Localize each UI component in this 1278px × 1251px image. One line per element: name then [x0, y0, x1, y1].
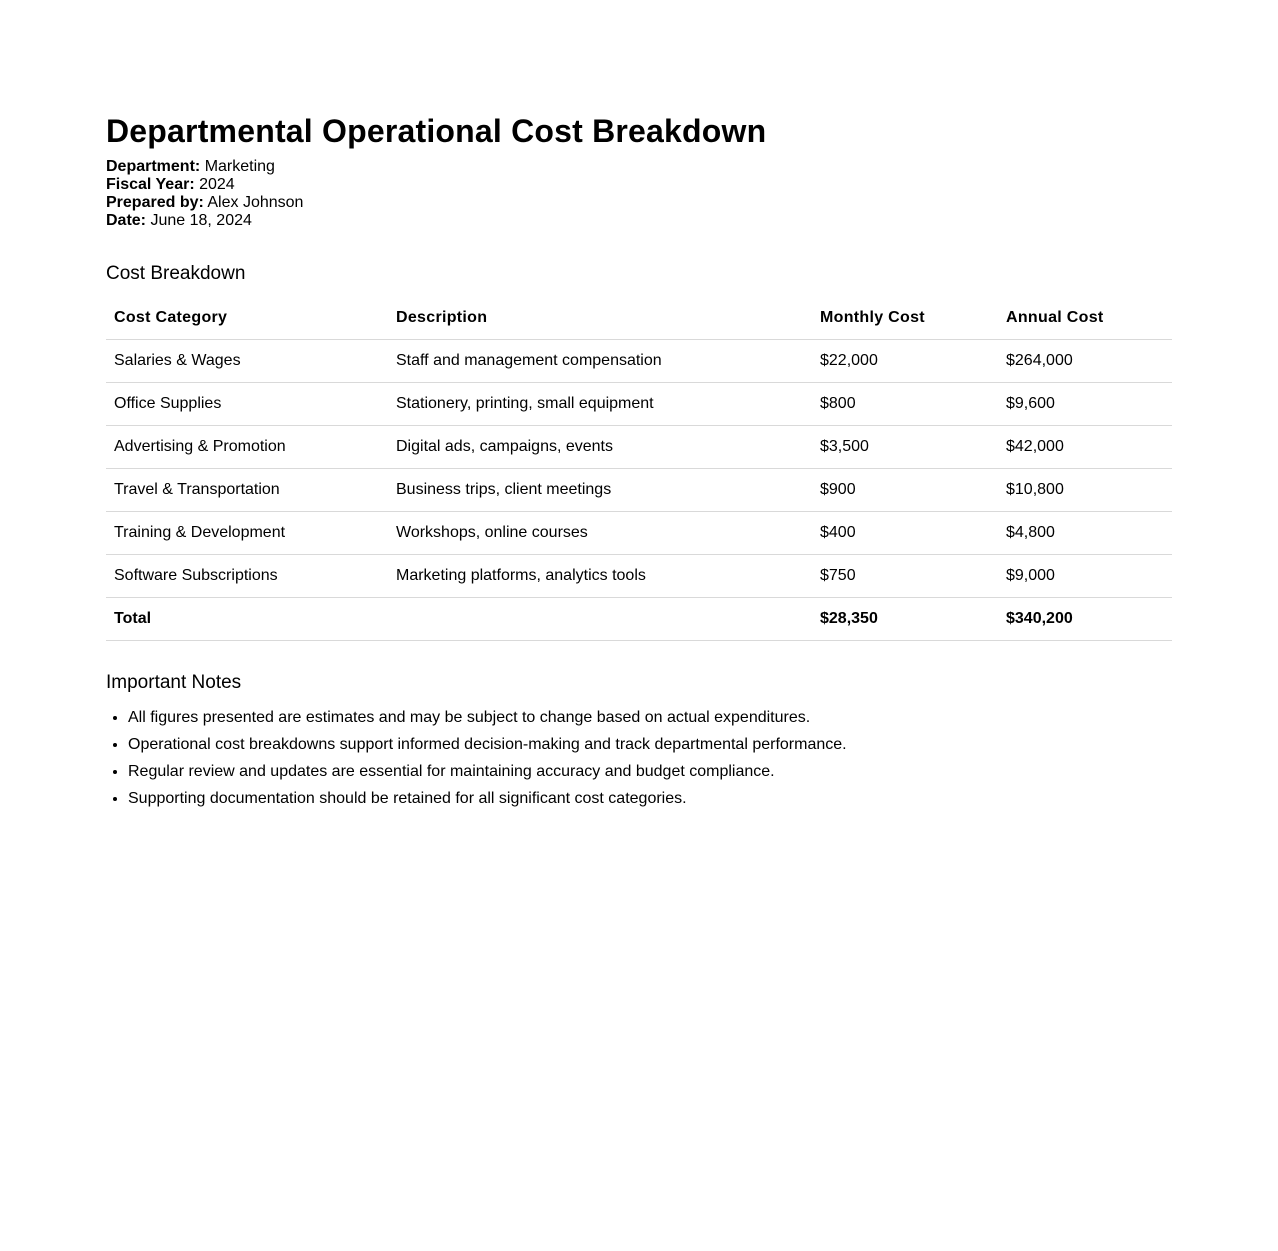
cost-breakdown-heading: Cost Breakdown: [106, 263, 246, 284]
cell-cost-category: Travel & Transportation: [106, 469, 388, 512]
cell-annual-cost: $42,000: [998, 426, 1172, 469]
cell-description: Marketing platforms, analytics tools: [388, 555, 812, 598]
total-description-empty: [388, 598, 812, 641]
table-row: [106, 340, 1172, 383]
column-header-description: Description: [388, 296, 812, 340]
document-page: [106, 0, 1172, 808]
cell-description: Business trips, client meetings: [388, 469, 812, 512]
cell-monthly-cost: $900: [812, 469, 998, 512]
cell-annual-cost: $10,800: [998, 469, 1172, 512]
important-notes-heading: Important Notes: [106, 672, 242, 693]
cell-description: Workshops, online courses: [388, 512, 812, 555]
cell-monthly-cost: $3,500: [812, 426, 998, 469]
table-row: [106, 555, 1172, 598]
cell-annual-cost: $4,800: [998, 512, 1172, 555]
total-annual-cost: $340,200: [998, 598, 1172, 641]
meta-value: Alex Johnson: [207, 194, 304, 211]
table-row: [106, 469, 1172, 512]
table-row: [106, 426, 1172, 469]
list-item: • Supporting documentation should be retained for all significant cost categories.: [128, 790, 1172, 808]
cell-cost-category: Office Supplies: [106, 383, 388, 426]
document-meta: [106, 158, 1172, 230]
list-item: • All figures presented are estimates and may be subject to change based on actual expenditures.: [128, 709, 1172, 727]
cost-table: [106, 296, 1172, 641]
cell-cost-category: Advertising & Promotion: [106, 426, 388, 469]
meta-date: [106, 212, 1172, 230]
table-header-row: [106, 296, 1172, 340]
meta-fiscal-year: [106, 176, 1172, 194]
column-header-monthly-cost: Monthly Cost: [812, 296, 998, 340]
cell-monthly-cost: $22,000: [812, 340, 998, 383]
cell-description: Digital ads, campaigns, events: [388, 426, 812, 469]
cell-annual-cost: $264,000: [998, 340, 1172, 383]
list-item: • Regular review and updates are essential for maintaining accuracy and budget compliance.: [128, 763, 1172, 781]
meta-label: Date:: [106, 212, 147, 229]
meta-label: Department:: [106, 158, 201, 175]
page-title: Departmental Operational Cost Breakdown: [106, 113, 767, 149]
meta-label: Prepared by:: [106, 194, 204, 211]
table-row: [106, 383, 1172, 426]
cell-monthly-cost: $800: [812, 383, 998, 426]
total-label: Total: [106, 598, 388, 641]
meta-value: Marketing: [204, 158, 275, 175]
list-item: • Operational cost breakdowns support informed decision-making and track departmental performance.: [128, 736, 1172, 754]
notes-list: [106, 709, 1172, 808]
cost-breakdown-section: [106, 262, 1172, 641]
cell-cost-category: Software Subscriptions: [106, 555, 388, 598]
cell-cost-category: Salaries & Wages: [106, 340, 388, 383]
table-total-row: [106, 598, 1172, 641]
cell-monthly-cost: $400: [812, 512, 998, 555]
cell-annual-cost: $9,600: [998, 383, 1172, 426]
column-header-annual-cost: Annual Cost: [998, 296, 1172, 340]
cell-cost-category: Training & Development: [106, 512, 388, 555]
meta-prepared-by: [106, 194, 1172, 212]
important-notes-section: [106, 671, 1172, 808]
total-monthly-cost: $28,350: [812, 598, 998, 641]
meta-value: 2024: [199, 176, 235, 193]
cell-description: Stationery, printing, small equipment: [388, 383, 812, 426]
meta-label: Fiscal Year:: [106, 176, 195, 193]
meta-department: [106, 158, 1172, 176]
table-row: [106, 512, 1172, 555]
column-header-cost-category: Cost Category: [106, 296, 388, 340]
cell-description: Staff and management compensation: [388, 340, 812, 383]
cell-monthly-cost: $750: [812, 555, 998, 598]
cell-annual-cost: $9,000: [998, 555, 1172, 598]
meta-value: June 18, 2024: [150, 212, 252, 229]
